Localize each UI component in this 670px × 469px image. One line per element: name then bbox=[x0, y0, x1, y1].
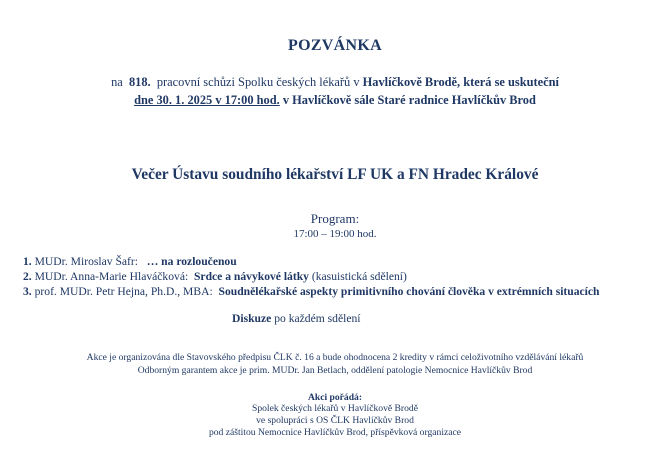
discussion-label: Diskuze bbox=[232, 312, 272, 325]
program-item bbox=[23, 270, 407, 283]
item-number: 2. bbox=[23, 270, 32, 283]
patronage-line: pod záštitou Nemocnice Havlíčkův Brod, příspěvková organizace bbox=[208, 427, 462, 438]
guarantor-note: Odborným garantem akce je prim. MUDr. Jan Betlach, oddělení patologie Nemocnice Havlíčkův Brod bbox=[137, 365, 533, 376]
page-title: POZVÁNKA bbox=[288, 37, 382, 54]
intro-text: pracovní schůzi Spolku českých lékařů v bbox=[156, 75, 360, 89]
intro-line-1 bbox=[0, 75, 670, 90]
item-speaker: prof. MUDr. Petr Hejna, Ph.D., MBA: bbox=[34, 285, 213, 298]
intro-line-2 bbox=[0, 93, 670, 108]
item-note: (kasuistická sdělení) bbox=[311, 270, 407, 283]
meeting-number: 818. bbox=[128, 75, 151, 89]
item-topic: Soudnělékařské aspekty primitivního chování člověka v extrémních situacích bbox=[218, 285, 600, 298]
item-speaker: MUDr. Anna-Marie Hlaváčková: bbox=[34, 270, 189, 283]
event-subtitle: Večer Ústavu soudního lékařství LF UK a FN Hradec Králové bbox=[131, 166, 539, 183]
meeting-date-time: dne 30. 1. 2025 v 17:00 hod. bbox=[134, 93, 280, 107]
organizer-heading: Akci pořádá: bbox=[307, 392, 363, 403]
accreditation-note: Akce je organizována dle Stavovského předpisu ČLK č. 16 a bude ohodnocena 2 kredity v rámci celoživotního vzdělávání lékařů bbox=[86, 352, 584, 363]
item-topic: … na rozloučenou bbox=[146, 255, 237, 268]
program-label: Program: bbox=[310, 211, 360, 226]
discussion-line bbox=[232, 312, 360, 325]
program-item bbox=[23, 255, 237, 268]
item-number: 3. bbox=[23, 285, 32, 298]
intro-place: Havlíčkově Brodě, která se uskuteční bbox=[362, 75, 559, 89]
item-number: 1. bbox=[23, 255, 32, 268]
intro-prefix: na bbox=[111, 75, 123, 89]
meeting-venue: v Havlíčkově sále Staré radnice Havlíčkův Brod bbox=[282, 93, 536, 107]
cooperation-line: ve spolupráci s OS ČLK Havlíčkův Brod bbox=[256, 415, 414, 426]
organizer-line: Spolek českých lékařů v Havlíčkově Brodě bbox=[252, 403, 418, 414]
item-topic: Srdce a návykové látky bbox=[193, 270, 309, 283]
discussion-text: po každém sdělení bbox=[274, 312, 361, 325]
program-item bbox=[23, 285, 600, 298]
program-time: 17:00 – 19:00 hod. bbox=[293, 228, 377, 240]
item-speaker: MUDr. Miroslav Šafr: bbox=[34, 255, 138, 268]
